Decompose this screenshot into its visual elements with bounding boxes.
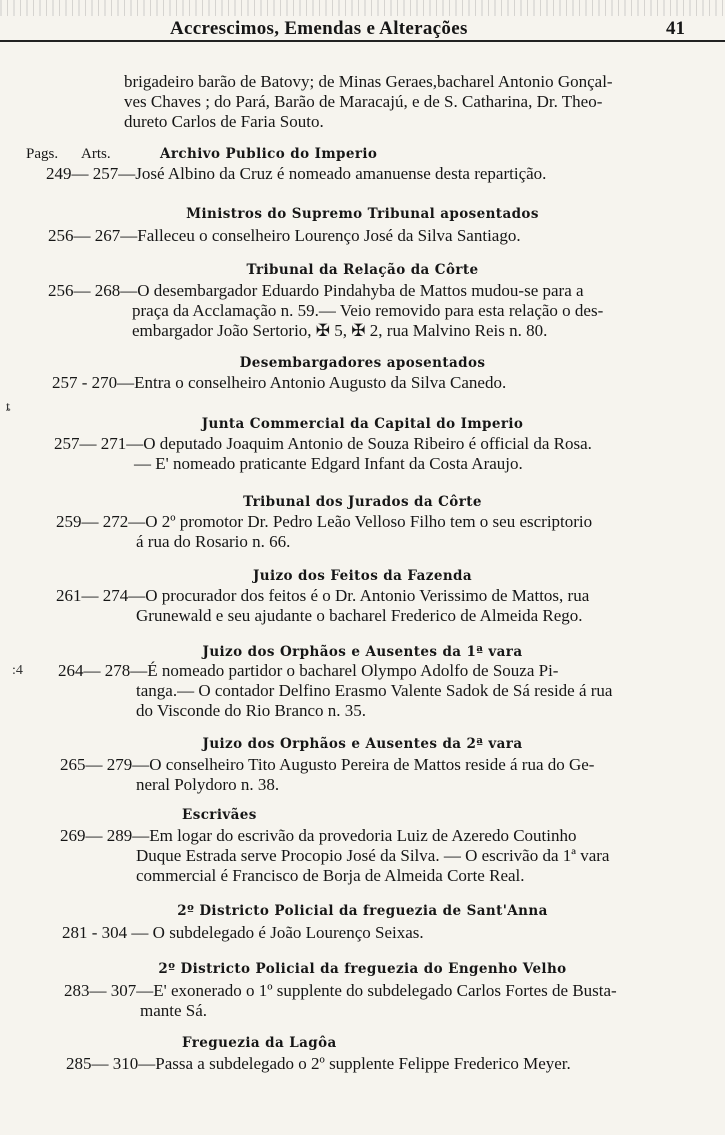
section-title: Tribunal da Relação da Côrte xyxy=(246,262,479,278)
intro-line: ves Chaves ; do Pará, Barão de Maracajú, e de S. Catharina, Dr. Theo- xyxy=(124,92,603,111)
intro-line: dureto Carlos de Faria Souto. xyxy=(124,112,324,131)
entry xyxy=(48,281,603,341)
entry-line: embargador João Sertorio, ✠ 5, ✠ 2, rua Malvino Reis n. 80. xyxy=(132,321,548,340)
entry xyxy=(48,226,521,246)
section-title: Escrivães xyxy=(182,807,257,823)
entry-line: 281 - 304 — O subdelegado é João Lourenço Seixas. xyxy=(62,923,424,942)
entry-line: do Visconde do Rio Branco n. 35. xyxy=(136,701,367,720)
running-header xyxy=(0,6,725,42)
entry xyxy=(66,1054,571,1074)
section-title: Tribunal dos Jurados da Côrte xyxy=(243,494,482,510)
margin-mark: :4 xyxy=(12,663,23,678)
entry-line: á rua do Rosario n. 66. xyxy=(136,532,291,551)
margin-mark: ȶ xyxy=(6,400,11,415)
entry-line: 261— 274—O procurador dos feitos é o Dr. Antonio Verissimo de Mattos, rua xyxy=(56,586,590,605)
entry-line: Duque Estrada serve Procopio José da Silva. — O escrivão da 1ª vara xyxy=(136,846,610,865)
column-headers xyxy=(26,146,131,163)
entry xyxy=(52,373,506,393)
entry xyxy=(60,826,609,886)
entry-line: 283— 307—E' exonerado o 1º supplente do subdelegado Carlos Fortes de Busta- xyxy=(64,981,617,1000)
entry xyxy=(56,586,589,626)
intro-line: brigadeiro barão de Batovy; de Minas Geraes,bacharel Antonio Gonçal- xyxy=(124,72,613,91)
section-title: Ministros do Supremo Tribunal aposentados xyxy=(186,206,539,222)
entry xyxy=(64,981,617,1021)
column-arts: Arts. xyxy=(81,146,111,162)
entry xyxy=(60,755,594,795)
entry-line: — E' nomeado praticante Edgard Infant da Costa Araujo. xyxy=(134,454,523,473)
section-title: Freguezia da Lagôa xyxy=(182,1035,337,1051)
entry-line: 256— 267—Falleceu o conselheiro Lourenço José da Silva Santiago. xyxy=(48,226,521,245)
entry xyxy=(62,923,424,943)
entry-line: tanga.— O contador Delfino Erasmo Valente Sadok de Sá reside á rua xyxy=(136,681,613,700)
header-title: Accrescimos, Emendas e Alterações xyxy=(170,18,468,39)
entry-line: neral Polydoro n. 38. xyxy=(136,775,280,794)
entry-line: mante Sá. xyxy=(140,1001,208,1020)
entry-line: 269— 289—Em logar do escrivão da provedoria Luiz de Azeredo Coutinho xyxy=(60,826,577,845)
page-number: 41 xyxy=(666,18,685,39)
entry xyxy=(56,512,592,552)
section-title: 2º Districto Policial da freguezia do Engenho Velho xyxy=(158,961,567,977)
entry-line: 256— 268—O desembargador Eduardo Pindahyba de Mattos mudou-se para a xyxy=(48,281,584,300)
entry-line: praça da Acclamação n. 59.— Veio removido para esta relação o des- xyxy=(132,301,604,320)
entry-line: 264— 278—É nomeado partidor o bacharel Olympo Adolfo de Souza Pi- xyxy=(58,661,559,680)
section-title: Junta Commercial da Capital do Imperio xyxy=(201,416,524,432)
entry-line: Grunewald e seu ajudante o bacharel Frederico de Almeida Rego. xyxy=(136,606,583,625)
section-title: 2º Districto Policial da freguezia de Sant'Anna xyxy=(177,903,548,919)
entry-line: 259— 272—O 2º promotor Dr. Pedro Leão Velloso Filho tem o seu escriptorio xyxy=(56,512,593,531)
section-title: Juizo dos Orphãos e Ausentes da 1ª vara xyxy=(202,644,523,660)
section-title: Juizo dos Orphãos e Ausentes da 2ª vara xyxy=(202,736,523,752)
entry-line: 265— 279—O conselheiro Tito Augusto Pereira de Mattos reside á rua do Ge- xyxy=(60,755,595,774)
entry-line: 249— 257—José Albino da Cruz é nomeado amanuense desta repartição. xyxy=(46,164,547,183)
intro-paragraph xyxy=(124,72,613,132)
entry xyxy=(54,434,592,474)
entry xyxy=(46,164,546,184)
column-pags: Pags. xyxy=(26,146,59,162)
entry-line: 285— 310—Passa a subdelegado o 2º supplente Felippe Frederico Meyer. xyxy=(66,1054,571,1073)
entry-line: 257— 271—O deputado Joaquim Antonio de Souza Ribeiro é official da Rosa. xyxy=(54,434,592,453)
entry-line: 257 - 270—Entra o conselheiro Antonio Augusto da Silva Canedo. xyxy=(52,373,507,392)
entry xyxy=(58,661,612,721)
entry-line: commercial é Francisco de Borja de Almeida Corte Real. xyxy=(136,866,525,885)
section-title: Juizo dos Feitos da Fazenda xyxy=(252,568,473,584)
section-title: Desembargadores aposentados xyxy=(239,355,486,371)
section-title: Archivo Publico do Imperio xyxy=(160,146,378,162)
